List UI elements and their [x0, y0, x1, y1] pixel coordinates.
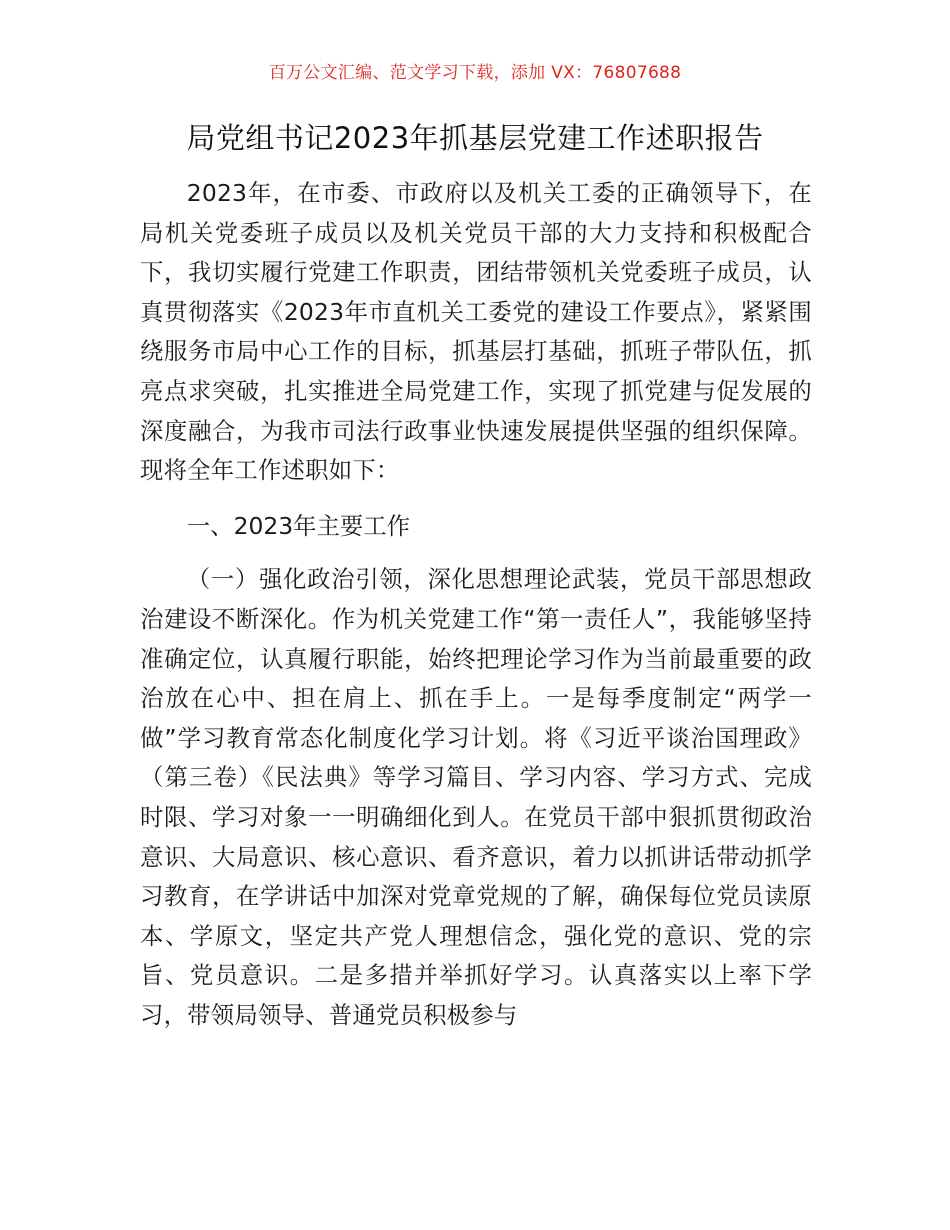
watermark-banner: 百万公文汇编、范文学习下载，添加 VX：76807688: [268, 63, 682, 83]
document-body: [140, 174, 812, 1035]
intro-paragraph: 2023年，在市委、市政府以及机关工委的正确领导下，在局机关党委班子成员以及机关党员干部的大力支持和积极配合下，我切实履行党建工作职责，团结带领机关党委班子成员，认真贯彻落实《2023年市直机关工委党的建设工作要点》，紧紧围绕服务市局中心工作的目标，抓基层打基础，抓班子带队伍，抓亮点求突破，扎实推进全局党建工作，实现了抓党建与促发展的深度融合，为我市司法行政事业快速发展提供坚强的组织保障。现将全年工作述职如下：: [140, 179, 812, 485]
section-paragraph: （一）强化政治引领，深化思想理论武装，党员干部思想政治建设不断深化。作为机关党建工作“第一责任人”，我能够坚持准确定位，认真履行职能，始终把理论学习作为当前最重要的政治放在心中、担在肩上、抓在手上。一是每季度制定“两学一做”学习教育常态化制度化学习计划。将《习近平谈治国理政》（第三卷）《民法典》等学习篇目、学习内容、学习方式、完成时限、学习对象一一明确细化到人。在党员干部中狠抓贯彻政治意识、大局意识、核心意识、看齐意识，着力以抓讲话带动抓学习教育，在学讲话中加深对党章党规的了解，确保每位党员读原本、学原文，坚定共产党人理想信念，强化党的意识、党的宗旨、党员意识。二是多措并举抓好学习。认真落实以上率下学习，带领局领导、普通党员积极参与: [140, 565, 812, 1029]
section-heading: 一、2023年主要工作: [186, 511, 411, 540]
page-title: 局党组书记2023年抓基层党建工作述职报告: [186, 121, 764, 155]
